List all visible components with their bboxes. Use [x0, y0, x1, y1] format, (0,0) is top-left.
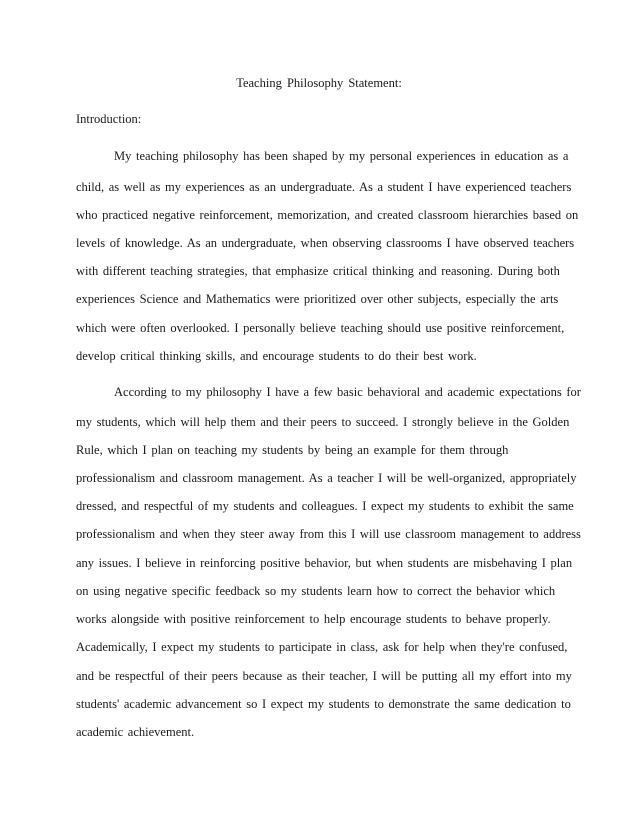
section-heading: Introduction:	[76, 112, 142, 126]
paragraph-line: levels of knowledge. As an undergraduate, when observing classrooms I have observed teachers	[76, 236, 575, 250]
paragraph-line: which were often overlooked. I personally believe teaching should use positive reinforcement,	[76, 321, 565, 335]
paragraph-line: Rule, which I plan on teaching my students by being an example for them through	[76, 443, 509, 457]
paragraph-line: any issues. I believe in reinforcing positive behavior, but when students are misbehaving I plan	[76, 556, 573, 570]
paragraph-line: experiences Science and Mathematics were prioritized over other subjects, especially the arts	[76, 292, 559, 306]
paragraph-line: develop critical thinking skills, and encourage students to do their best work.	[76, 349, 477, 363]
paragraph-line: dressed, and respectful of my students and colleagues. I expect my students to exhibit the same	[76, 499, 574, 513]
paragraph-line: students' academic advancement so I expect my students to demonstrate the same dedication to	[76, 697, 571, 711]
paragraph-line: and be respectful of their peers because as their teacher, I will be putting all my effort into my	[76, 669, 572, 683]
paragraph-line: professionalism and when they steer away from this I will use classroom management to address	[76, 527, 581, 541]
paragraph-line: works alongside with positive reinforcement to help encourage students to behave properly.	[76, 612, 551, 626]
paragraph-line: Academically, I expect my students to participate in class, ask for help when they're confused,	[76, 640, 568, 654]
paragraph-line: According to my philosophy I have a few basic behavioral and academic expectations for	[114, 385, 581, 399]
document-title: Teaching Philosophy Statement:	[236, 76, 402, 90]
paragraph-line: child, as well as my experiences as an undergraduate. As a student I have experienced teachers	[76, 180, 572, 194]
paragraph-line: my students, which will help them and their peers to succeed. I strongly believe in the Golden	[76, 415, 570, 429]
paragraph-line: academic achievement.	[76, 725, 195, 739]
paragraph-line: on using negative specific feedback so my students learn how to correct the behavior which	[76, 584, 556, 598]
paragraph-line: with different teaching strategies, that emphasize critical thinking and reasoning. During both	[76, 264, 560, 278]
paragraph-line: professionalism and classroom management. As a teacher I will be well-organized, appropriately	[76, 471, 577, 485]
paragraph-line: My teaching philosophy has been shaped by my personal experiences in education as a	[114, 149, 569, 163]
paragraph-line: who practiced negative reinforcement, memorization, and created classroom hierarchies based on	[76, 208, 579, 222]
